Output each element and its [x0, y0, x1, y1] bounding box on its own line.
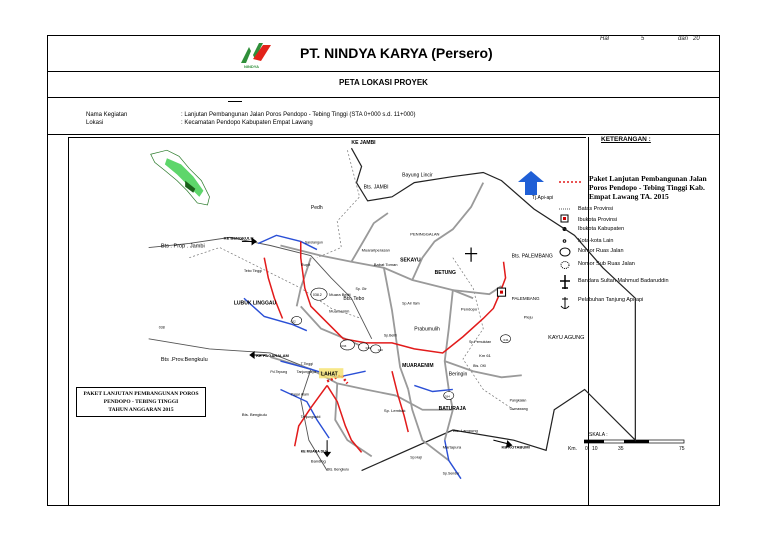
map-label: Muarariperasan [361, 247, 390, 253]
map-label: T.Tinggi [300, 362, 313, 367]
map-label: Bts. Bengkulu [241, 411, 267, 417]
legend-item: Kota-kota Lain [578, 238, 614, 244]
map-label: 040 [377, 347, 383, 352]
map-label: Pagar Alam [290, 392, 309, 397]
legend-item: Batas Provinsi [578, 206, 614, 212]
map-label: Bts. PALEMBANG [511, 253, 553, 260]
map-label: Bayung Lincir [402, 172, 433, 179]
map-label: Babat Toman [373, 261, 398, 267]
svg-text:NINDYA: NINDYA [244, 64, 259, 69]
map-label: PENINGGALAN [410, 231, 440, 237]
map-label: KAYU AGUNG [548, 334, 585, 341]
legend-header: KETERANGAN : [601, 136, 651, 143]
map-label: Bts. JAMBI [363, 184, 389, 191]
map-label: BETUNG [434, 269, 456, 276]
map-label: Pd.Tepung [270, 370, 288, 375]
map-label: Sp. Gtr [355, 287, 367, 292]
info-value-kegiatan: : Lanjutan Pembangunan Jalan Poros Pendopo - Tebing Tinggi (STA 0+000 s.d. 11+000) [181, 112, 416, 118]
scale-label: SKALA : [589, 432, 608, 438]
map-label: Beringin [448, 371, 468, 378]
scale-tick: 0 [585, 446, 588, 452]
map-label: 033 [341, 343, 347, 348]
page-dari-label: dari [678, 36, 689, 42]
map-label: 041 [503, 337, 509, 342]
map-label: Rupit [300, 261, 311, 267]
nindya-logo-icon [237, 41, 275, 69]
info-label-lokasi: Lokasi [86, 120, 104, 126]
legend-item: Ibukota Kabupaten [578, 226, 625, 232]
map-label: KE MUARA DUA [300, 449, 329, 454]
map-label: Pendopo [460, 306, 478, 312]
map-label: Tj.Api-api [531, 194, 554, 201]
map-label: KE PAGARALAM [256, 353, 289, 359]
info-box-line: PENDOPO - TEBING TINGGI [103, 399, 179, 405]
map-label: Pangkalan [509, 398, 527, 403]
scale-unit: Km. [568, 446, 577, 452]
legend-item: Bandara Sultan Mahmud Badaruddin [578, 278, 669, 284]
map-label: SEKAYU [400, 257, 421, 264]
airport-icon [465, 248, 477, 262]
map-label: Bts. Tebo [343, 296, 365, 303]
scale-tick: 35 [618, 446, 624, 452]
page-total: 20 [693, 36, 700, 42]
map-label: 034 [444, 394, 450, 399]
company-name: PT. NINDYA KARYA (Persero) [300, 45, 493, 61]
map-label: Sarolangun [304, 240, 323, 245]
map-label: PALEMBANG [511, 296, 540, 302]
legend-item: Nomor Ruas Jalan [578, 248, 624, 254]
map-label: Sp.Sender [442, 471, 460, 476]
map-label: Martapura [442, 444, 462, 450]
map-label: KE BENGKULU [223, 235, 254, 241]
map-label: Sp.Pemulutan [469, 339, 492, 344]
map-label: Tanjungraya [296, 370, 316, 375]
page-hal-label: Hal [600, 36, 610, 42]
map-label: Tanjungsakti [300, 414, 321, 419]
project-title: Paket Lanjutan Pembangunan Jalan Poros Pendopo - Tebing Tinggi Kab. Empat Lawang TA. 2015 [589, 174, 707, 201]
map-label: LUBUK LINGGAU [233, 300, 277, 307]
map-label: Bts .Prov.Bengkulu [160, 357, 208, 364]
map-label: 032 [290, 319, 296, 324]
document-title: PETA LOKASI PROYEK [339, 78, 428, 87]
map-label: 038 [158, 325, 165, 330]
divider [228, 101, 242, 102]
route-map [67, 136, 717, 501]
map-label: 038.2 [312, 293, 322, 298]
map-label: Bts. Bengkulu [327, 467, 349, 472]
map-label: Bts . Prop . Jambi [160, 243, 205, 250]
map-label: 039 [365, 345, 371, 350]
info-value-lokasi: : Kecamatan Pendopo Kabupaten Empat Lawang [181, 120, 313, 126]
info-box-line: TAHUN ANGGARAN 2015 [108, 407, 174, 413]
map-label: Bts. OKI [473, 364, 487, 369]
map-label: Muara Beliti [329, 292, 351, 298]
sumatra-inset-map [151, 150, 210, 205]
scale-tick: 10 [592, 446, 598, 452]
map-label: KE JAMBI [351, 140, 376, 147]
map-label: Km 61 [479, 353, 491, 359]
info-box-line: PAKET LANJUTAN PEMBANGUNAN POROS [83, 391, 199, 397]
divider [48, 71, 719, 72]
map-label: Bts. Lampung [452, 428, 478, 434]
divider [48, 134, 719, 135]
map-label: Pedh [310, 205, 323, 211]
map-label: Sp.Beliti [383, 333, 397, 338]
map-label: Prabumulih [414, 326, 440, 333]
map-label: Gumawang [509, 406, 528, 411]
map-label: KE KOTABUMI [501, 444, 530, 450]
map-label: Tebo Tinggi [243, 268, 263, 273]
legend-item: Nomor Sub Ruas Jalan [578, 261, 635, 267]
map-label: Muaraenim [329, 308, 350, 314]
legend-item: Pelabuhan Tanjung Api-api [578, 297, 644, 303]
map-label: Pleju [523, 314, 533, 320]
map-label: Banding [310, 458, 326, 464]
map-label: Sp. Lembak [383, 407, 406, 413]
scale-tick: 75 [679, 446, 685, 452]
map-label: Sp.Haji [410, 455, 422, 460]
page-number: 5 [641, 36, 645, 42]
map-label: Sp.Air Itam [402, 301, 420, 306]
map-label: LAHAT [321, 371, 338, 378]
divider [48, 97, 719, 98]
info-label-kegiatan: Nama Kegiatan [86, 112, 128, 118]
map-label: BATURAJA [438, 405, 467, 412]
legend-item: Ibukota Provinsi [578, 217, 618, 223]
map-label: MUARAENIM [402, 363, 434, 370]
